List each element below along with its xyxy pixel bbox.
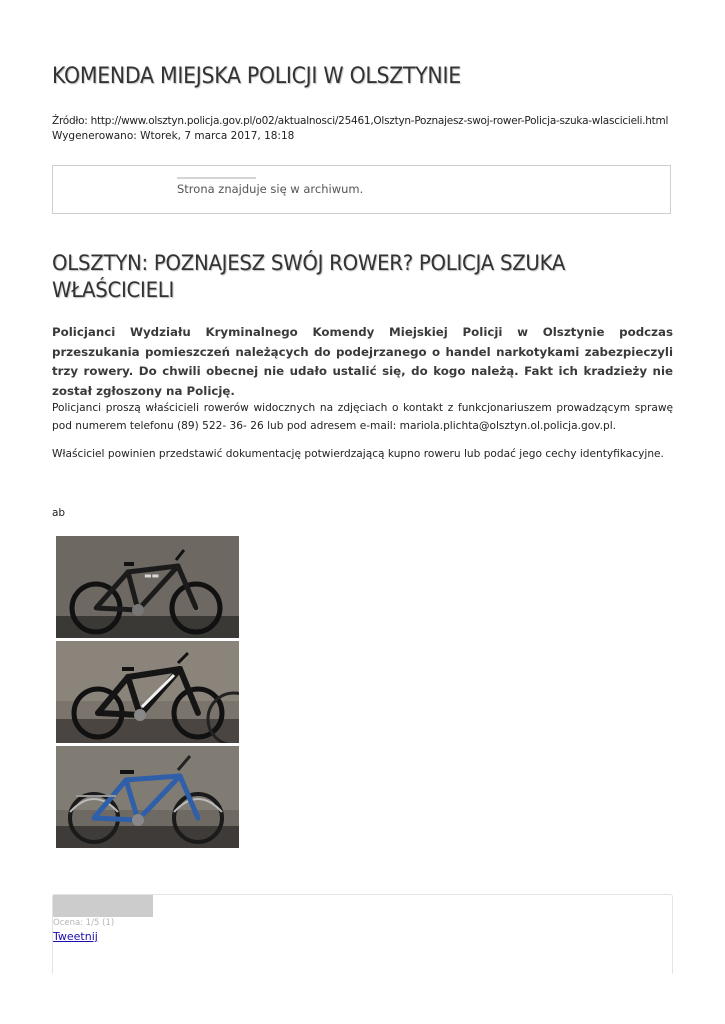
source-url: Źródło: http://www.olsztyn.policja.gov.pl/o02/aktualnosci/25461,Olsztyn-Poznajesz-swoj-rower-Policja-szuka-wlascicieli.html [52,115,669,127]
archive-notice [52,165,671,214]
rating-summary: Ocena: 1/5 (1) [53,918,115,928]
tweet-link[interactable]: Tweetnij [53,930,98,943]
photo-caption: ab [52,507,66,519]
rating-stars-bar[interactable] [53,895,153,917]
site-title: KOMENDA MIEJSKA POLICJI W OLSZTYNIE [52,64,461,89]
article-title: OLSZTYN: POZNAJESZ SWÓJ ROWER? POLICJA SZUKA WŁAŚCICIELI [52,251,566,302]
article-paragraph: Policjanci proszą właścicieli rowerów widocznych na zdjęciach o kontakt z funkcjonariuszem prowadzącym sprawę pod numerem telefonu (89) 522- 36- 26 lub pod adresem e-mail: mariola.plichta@olsztyn.ol.policja.gov.pl. [52,402,673,432]
generated-date: Wygenerowano: Wtorek, 7 marca 2017, 18:18 [52,130,295,142]
archive-notice-text: Strona znajduje się w archiwum. [177,182,364,196]
svg-text:▬▬: ▬▬ [144,571,160,580]
archive-divider [177,177,256,179]
bike-photo-3[interactable] [56,746,239,848]
article-lead: Policjanci Wydziału Kryminalnego Komendy Miejskiej Policji w Olsztynie podczas przeszukania pomieszczeń należących do podejrzanego o handel narkotykami zabezpieczyli trzy rowery. Do chwili obecnej nie udało ustalić się, do kogo należą. Fakt ich kradzieży nie został zgłoszony na Policję. [52,325,673,398]
rating-panel [52,894,673,974]
bike-photo-1[interactable] [56,536,239,638]
article-paragraph: Właściciel powinien przedstawić dokumentację potwierdzającą kupno roweru lub podać jego cechy identyfikacyjne. [52,448,664,460]
bike-photo-2[interactable] [56,641,239,743]
document-meta [52,114,668,144]
